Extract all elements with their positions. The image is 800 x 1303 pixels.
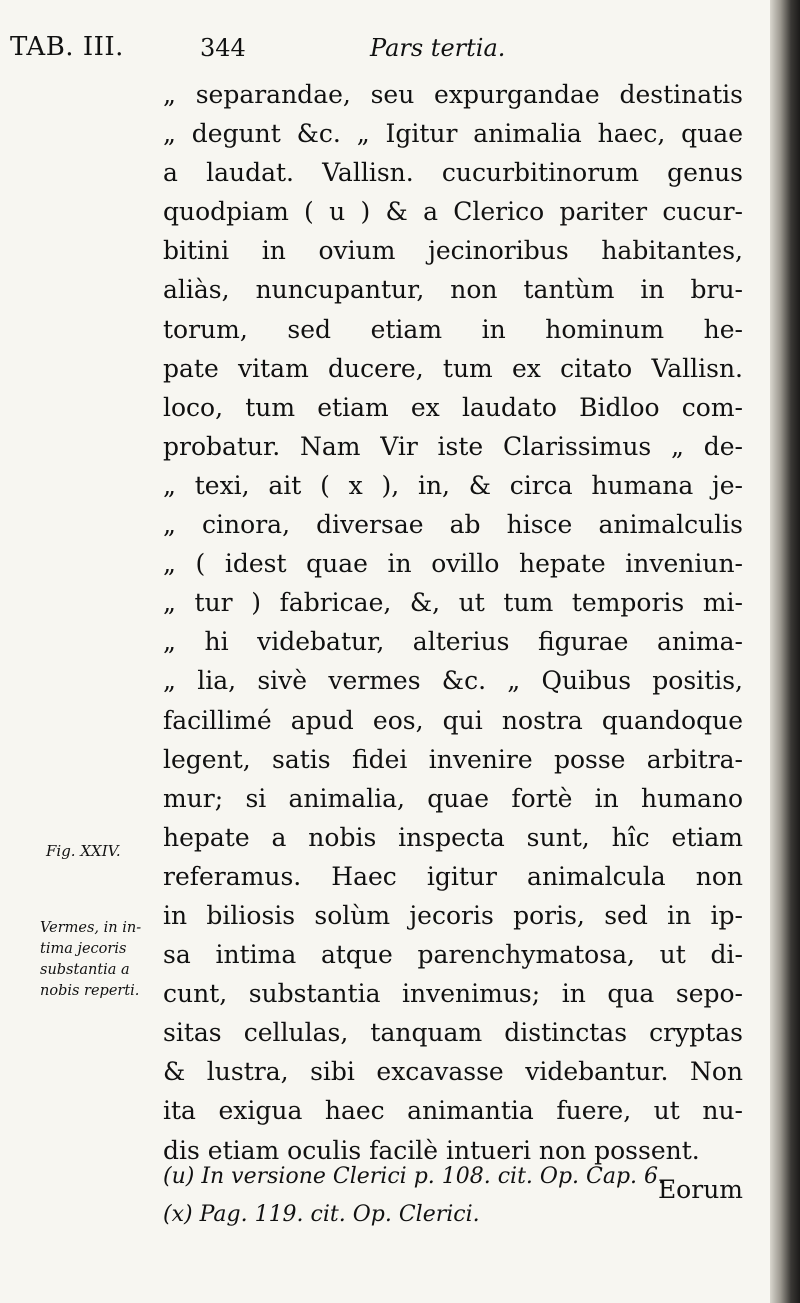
margin-note-line: tima jecoris: [40, 941, 127, 957]
text-line: hepate a nobis inspecta sunt, hîc etiam: [163, 822, 743, 852]
text-line: legent, satis fidei invenire posse arbitra-: [163, 744, 743, 774]
text-line: sitas cellulas, tanquam distinctas cryptas: [163, 1018, 743, 1048]
text-line: cunt, substantia invenimus; in qua sepo-: [163, 979, 743, 1009]
text-line: mur; si animalia, quae fortè in humano: [163, 783, 743, 813]
body-text: [163, 75, 743, 1209]
margin-note: [40, 918, 160, 1002]
text-line: „ tur ) fabricae, &, ut tum temporis mi-: [163, 588, 743, 618]
text-line: sa intima atque parenchymatosa, ut di-: [163, 940, 743, 970]
text-line: in biliosis solùm jecoris poris, sed in ip-: [163, 900, 743, 930]
text-line: „ cinora, diversae ab hisce animalculis: [163, 510, 743, 540]
text-line: torum, sed etiam in hominum he-: [163, 314, 743, 344]
text-line: „ degunt &c. „ Igitur animalia haec, quae: [163, 119, 743, 149]
footnote: (u) In versione Clerici p. 108. cit. Op. Cap. 6.: [163, 1164, 666, 1189]
margin-note-line: substantia a: [40, 962, 130, 978]
text-line: „ texi, ait ( x ), in, & circa humana je-: [163, 470, 743, 500]
page-number: 344: [200, 34, 246, 62]
footnotes: [163, 1158, 763, 1234]
margin-note-line: nobis reperti.: [40, 983, 140, 999]
plate-reference: TAB. III.: [10, 32, 124, 62]
text-line: „ ( idest quae in ovillo hepate inveniun-: [163, 549, 743, 579]
page-header: [10, 32, 750, 72]
text-line: „ hi videbatur, alterius figurae anima-: [163, 627, 743, 657]
text-line: quodpiam ( u ) & a Clerico pariter cucur-: [163, 197, 743, 227]
text-line: bitini in ovium jecinoribus habitantes,: [163, 236, 743, 266]
text-line: loco, tum etiam ex laudato Bidloo com-: [163, 392, 743, 422]
text-line: pate vitam ducere, tum ex citato Vallisn.: [163, 353, 743, 383]
text-line: „ separandae, seu expurgandae destinatis: [163, 80, 743, 109]
text-line: „ lia, sivè vermes &c. „ Quibus positis,: [163, 666, 743, 696]
catchword: Eorum: [657, 1174, 743, 1204]
footnote: (x) Pag. 119. cit. Op. Clerici.: [163, 1202, 480, 1227]
text-line: aliàs, nuncupantur, non tantùm in bru-: [163, 275, 743, 305]
margin-note-line: Vermes, in in-: [40, 920, 142, 936]
page-edge-shadow: [770, 0, 800, 1303]
text-line: referamus. Haec igitur animalcula non: [163, 861, 743, 891]
running-title: Pars tertia.: [370, 34, 506, 62]
text-line: facillimé apud eos, qui nostra quandoque: [163, 705, 743, 735]
text-line: dis etiam oculis facilè intueri non possent.: [163, 1135, 700, 1165]
text-line: & lustra, sibi excavasse videbantur. Non: [163, 1057, 743, 1087]
text-line: ita exigua haec animantia fuere, ut nu-: [163, 1096, 743, 1126]
margin-figure-reference: Fig. XXIV.: [46, 842, 121, 860]
text-line: a laudat. Vallisn. cucurbitinorum genus: [163, 158, 743, 188]
text-line: probatur. Nam Vir iste Clarissimus „ de-: [163, 431, 743, 461]
